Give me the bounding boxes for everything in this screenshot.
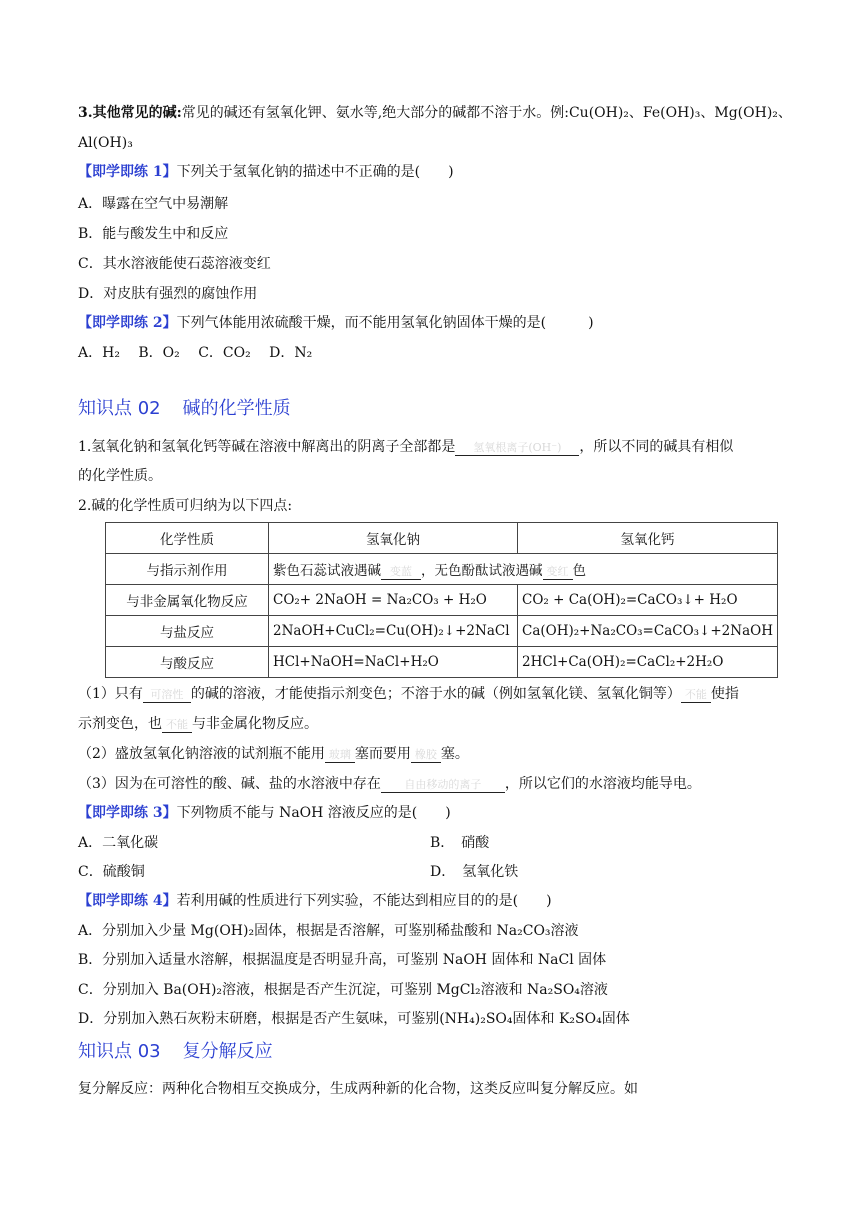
q4-option-a: A．分别加入少量 Mg(OH)₂固体，根据是否溶解，可鉴别稀盐酸和 Na₂CO₃溶液 [78, 923, 579, 939]
table-header: 化学性质 [106, 523, 269, 554]
q3-option-a: A．二氧化碳 [78, 835, 159, 851]
indicator-text-a: 紫色石蕊试液遇碱 [273, 562, 381, 579]
table-header: 氢氧化钙 [518, 523, 778, 554]
q2-text: 下列气体能用浓硫酸干燥，而不能用氢氧化钠固体干燥的是( ) [176, 315, 594, 331]
kp2-p1-cont: 的化学性质。 [78, 468, 162, 484]
q1-option-b: B．能与酸发生中和反应 [78, 226, 229, 242]
note-2-blank-2: 橡胶 [411, 748, 441, 763]
section3-line [78, 103, 792, 123]
kp2-title: 碱的化学性质 [182, 398, 291, 419]
note-2-text-b: 塞而要用 [354, 746, 411, 762]
kp2-p1-text-b: ，所以不同的碱具有相似 [579, 439, 734, 455]
q3-stem [78, 803, 451, 823]
q1-text: 下列关于氢氧化钠的描述中不正确的是( ) [176, 164, 454, 180]
table-row [106, 647, 778, 678]
section3-title: 3.其他常见的碱: [78, 105, 182, 121]
note-3-text-b: ，所以它们的水溶液均能导电。 [504, 776, 701, 792]
section3-formulas: Cu(OH)₂、Fe(OH)₃、Mg(OH)₂、 [568, 105, 792, 121]
table-cell: 与酸反应 [106, 647, 269, 678]
q4-option-b: B．分别加入适量水溶解，根据温度是否明显升高，可鉴别 NaOH 固体和 NaCl 固体 [78, 952, 607, 968]
indicator-blank-2: 变红 [543, 565, 573, 580]
q3-text: 下列物质不能与 NaOH 溶液反应的是( ) [176, 805, 451, 821]
note-1 [78, 684, 739, 704]
note-1-blank-3: 不能 [162, 718, 192, 733]
kp2-number: 知识点 02 [78, 398, 161, 419]
note-2-text-a: （2）盛放氢氧化钠溶液的试剂瓶不能用 [78, 746, 325, 762]
note-1-text-a: （1）只有 [78, 686, 143, 702]
note-1-text-b: 的碱的溶液，才能使指示剂变色；不溶于水的碱（例如氢氧化镁、氢氧化铜等） [190, 686, 681, 702]
q4-stem [78, 891, 552, 911]
kp2-heading [78, 397, 291, 421]
kp2-p1-text-a: 1.氢氧化钠和氢氧化钙等碱在溶液中解离出的阴离子全部都是 [78, 439, 456, 455]
table-cell: HCl+NaOH=NaCl+H₂O [269, 647, 518, 678]
note-1-cont [78, 714, 318, 734]
section3-text: 常见的碱还有氢氧化钾、氨水等,绝大部分的碱都不溶于水。例: [181, 105, 569, 121]
note-2 [78, 744, 469, 764]
note-1-text-d: 示剂变色，也 [78, 716, 162, 732]
table-cell: 与非金属氧化物反应 [106, 585, 269, 616]
q4-text: 若利用碱的性质进行下列实验，不能达到相应目的的是( ) [176, 893, 552, 909]
kp3-heading [78, 1040, 273, 1064]
q2-stem [78, 313, 594, 333]
table-cell: CO₂ + Ca(OH)₂=CaCO₃↓+ H₂O [518, 585, 778, 616]
q1-stem [78, 162, 454, 182]
q2-tag: 【即学即练 2】 [78, 315, 177, 331]
note-1-text-c: 使指 [710, 686, 739, 702]
q4-option-c: C．分别加入 Ba(OH)₂溶液，根据是否产生沉淀，可鉴别 MgCl₂溶液和 Na₂SO₄溶液 [78, 982, 608, 998]
q3-tag: 【即学即练 3】 [78, 805, 177, 821]
note-2-blank-1: 玻璃 [325, 748, 355, 763]
kp3-number: 知识点 03 [78, 1041, 161, 1062]
q3-option-c: C．硫酸铜 [78, 864, 145, 880]
note-3 [78, 774, 701, 794]
q1-option-c: C．其水溶液能使石蕊溶液变红 [78, 256, 271, 272]
kp2-p1 [78, 437, 733, 457]
section3-formula-line2: Al(OH)₃ [78, 135, 133, 151]
indicator-blank-1: 变蓝 [381, 565, 421, 580]
table-row [106, 585, 778, 616]
table-header: 氢氧化钠 [269, 523, 518, 554]
q4-tag: 【即学即练 4】 [78, 893, 177, 909]
table-cell: 2NaOH+CuCl₂=Cu(OH)₂↓+2NaCl [269, 616, 518, 647]
note-3-text-a: （3）因为在可溶性的酸、碱、盐的水溶液中存在 [78, 776, 381, 792]
table-header-row [106, 523, 778, 554]
q1-option-d: D．对皮肤有强烈的腐蚀作用 [78, 286, 258, 302]
note-1-blank-2: 不能 [681, 688, 711, 703]
table-cell: 与指示剂作用 [106, 554, 269, 585]
indicator-text-b: ，无色酚酞试液遇碱 [421, 562, 543, 579]
table-row [106, 554, 778, 585]
kp3-p1: 复分解反应：两种化合物相互交换成分，生成两种新的化合物，这类反应叫复分解反应。如 [78, 1081, 638, 1097]
q3-option-d: D． 氢氧化铁 [430, 864, 519, 880]
kp2-p2: 2.碱的化学性质可归纳为以下四点: [78, 498, 293, 514]
note-2-text-c: 塞。 [440, 746, 469, 762]
table-row [106, 616, 778, 647]
base-properties-table [105, 522, 778, 678]
note-3-blank: 自由移动的离子 [381, 778, 505, 793]
indicator-text-c: 色 [572, 562, 586, 579]
table-cell: CO₂+ 2NaOH = Na₂CO₃ + H₂O [269, 585, 518, 616]
table-cell: Ca(OH)₂+Na₂CO₃=CaCO₃↓+2NaOH [518, 616, 778, 647]
table-cell-indicator [269, 554, 778, 585]
q1-option-a: A．曝露在空气中易潮解 [78, 196, 229, 212]
q3-option-b: B． 硝酸 [430, 835, 490, 851]
table-cell: 2HCl+Ca(OH)₂=CaCl₂+2H₂O [518, 647, 778, 678]
q2-options: A．H₂ B．O₂ C．CO₂ D．N₂ [78, 345, 313, 361]
note-1-text-e: 与非金属化物反应。 [192, 716, 318, 732]
table-cell: 与盐反应 [106, 616, 269, 647]
kp2-p1-blank: 氢氧根离子(OH⁻) [455, 441, 579, 456]
q4-option-d: D．分别加入熟石灰粉末研磨，根据是否产生氨味，可鉴别(NH₄)₂SO₄固体和 K₂SO₄固体 [78, 1011, 630, 1027]
kp3-title: 复分解反应 [182, 1041, 273, 1062]
q1-tag: 【即学即练 1】 [78, 164, 177, 180]
note-1-blank-1: 可溶性 [143, 688, 191, 703]
